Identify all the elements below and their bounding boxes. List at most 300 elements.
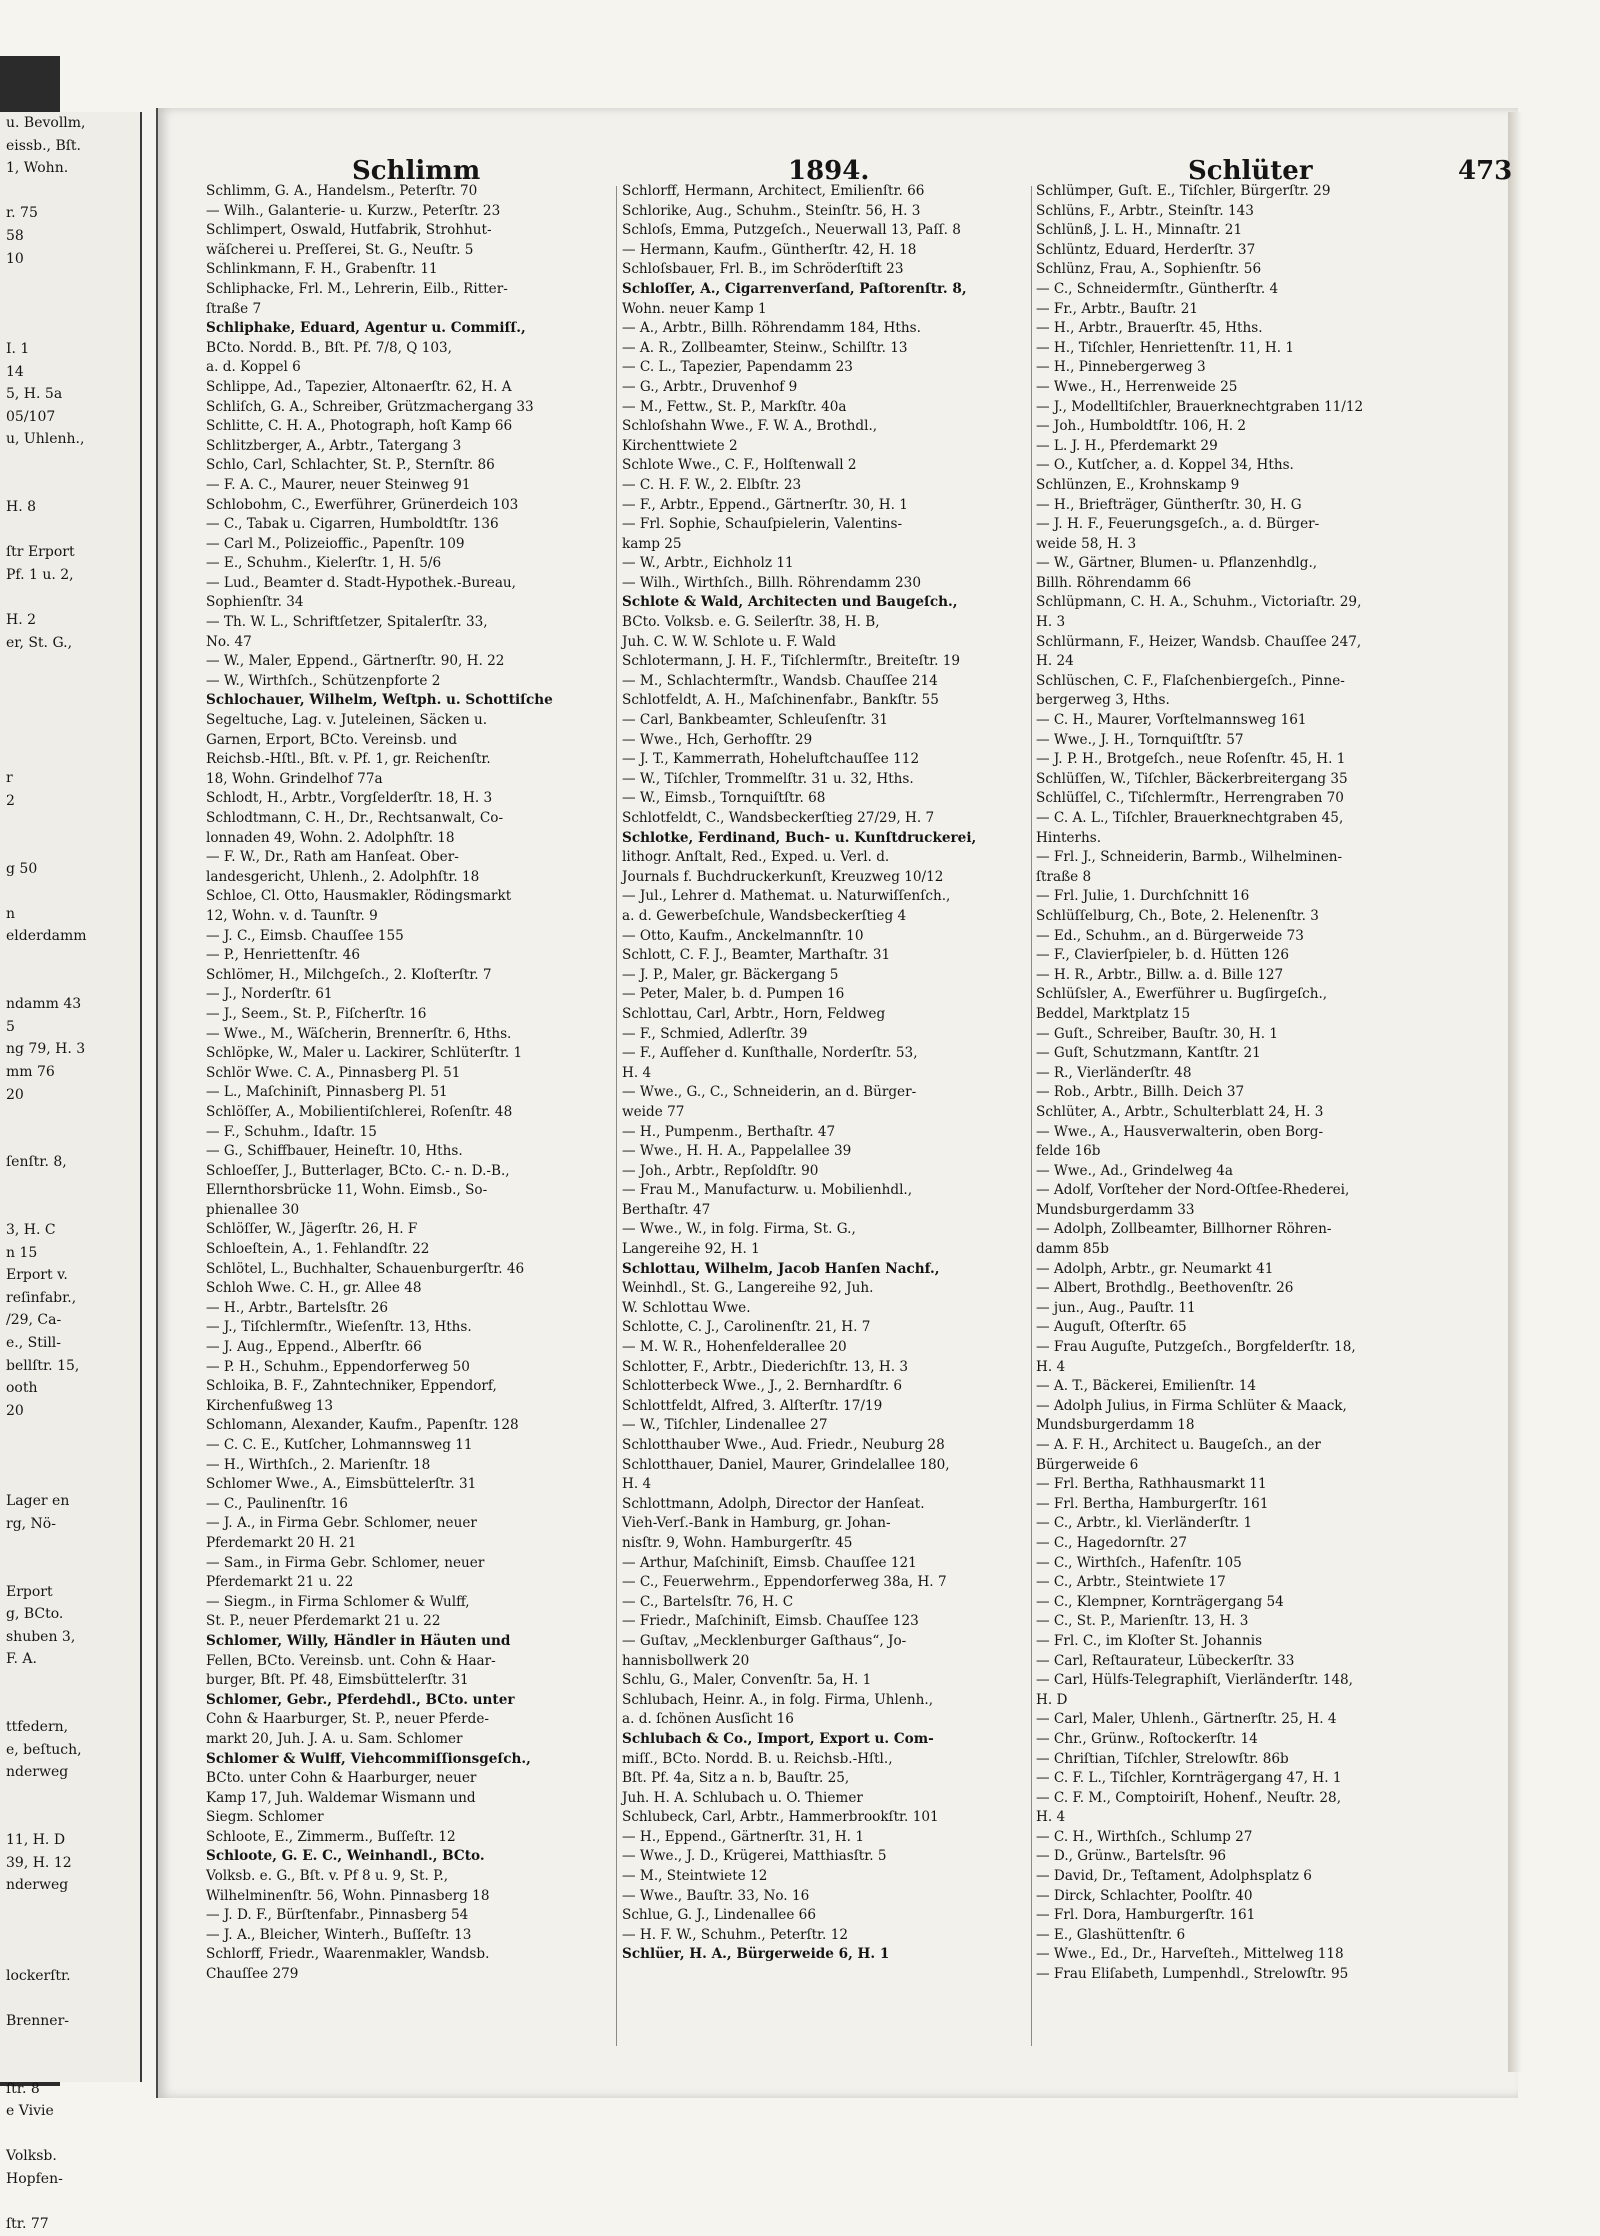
fragment-line: 14 bbox=[6, 363, 24, 380]
directory-column-2 bbox=[622, 182, 1030, 1965]
directory-entry-line: Volksb. e. G., Bſt. v. Pf 8 u. 9, St. P., bbox=[206, 1868, 449, 1885]
fragment-line: ndamm 43 bbox=[6, 996, 82, 1013]
directory-entry-line: — W., Tiſchler, Lindenallee 27 bbox=[622, 1417, 828, 1434]
fragment-line: ſenſtr. 8, bbox=[6, 1154, 67, 1171]
directory-entry-line: — A. T., Bäckerei, Emilienſtr. 14 bbox=[1036, 1378, 1257, 1395]
fragment-line: n 15 bbox=[6, 1244, 38, 1261]
directory-entry-line: a. d. Koppel 6 bbox=[206, 359, 301, 376]
directory-entry-line: — Frau M., Manufacturw. u. Mobilienhdl., bbox=[622, 1182, 913, 1199]
directory-entry-line: — M., Schlachtermſtr., Wandsb. Chauſſee 214 bbox=[622, 672, 938, 689]
directory-entry-line: Schlöſſer, A., Mobilientiſchlerei, Roſenſtr. 48 bbox=[206, 1103, 513, 1120]
directory-entry-line: Schlote Wwe., C. F., Holſtenwall 2 bbox=[622, 457, 857, 474]
directory-entry-line: Berthaſtr. 47 bbox=[622, 1201, 711, 1218]
directory-entry-line: — Albert, Brothdlg., Beethovenſtr. 26 bbox=[1036, 1280, 1294, 1297]
fragment-line: H. 8 bbox=[6, 499, 37, 516]
directory-entry-line: Juh. C. W. W. Schlote u. F. Wald bbox=[622, 633, 836, 650]
directory-entry-line: Schlomer & Wulff, Viehcommiſſionsgeſch., bbox=[206, 1750, 531, 1767]
directory-entry-line: Schlümper, Guſt. E., Tiſchler, Bürgerſtr. 29 bbox=[1036, 183, 1331, 199]
directory-entry-line: a. d. ſchönen Ausſicht 16 bbox=[622, 1711, 794, 1728]
directory-entry-line: — Guſt., Schreiber, Bauſtr. 30, H. 1 bbox=[1036, 1025, 1279, 1042]
directory-entry-line: — Chr., Grünw., Roſtockerſtr. 14 bbox=[1036, 1730, 1258, 1747]
fragment-line: 20 bbox=[6, 1086, 24, 1103]
directory-entry-line: — L. J. H., Pferdemarkt 29 bbox=[1036, 437, 1218, 454]
directory-entry-line: — R., Vierländerſtr. 48 bbox=[1036, 1064, 1192, 1081]
directory-entry-line: — Carl, Hülfs-Telegraphiſt, Vierländerſtr. 148, bbox=[1036, 1672, 1354, 1689]
directory-entry-line: — J., Norderſtr. 61 bbox=[206, 986, 333, 1003]
directory-entry-line: Schlodtmann, C. H., Dr., Rechtsanwalt, Co- bbox=[206, 810, 504, 826]
directory-entry-line: — J. P., Maler, gr. Bäckergang 5 bbox=[622, 966, 839, 983]
directory-entry-line: — H., Pinnebergerweg 3 bbox=[1036, 359, 1206, 376]
directory-entry-line: — Guſtav, „Mecklenburger Gaſthaus“, Jo- bbox=[622, 1632, 907, 1649]
directory-entry-line: Schloe, Cl. Otto, Hausmakler, Rödingsmarkt bbox=[206, 888, 512, 905]
directory-entry-line: — C., Tabak u. Cigarren, Humboldtſtr. 136 bbox=[206, 516, 499, 533]
fragment-line: eissb., Bſt. bbox=[6, 137, 81, 154]
directory-entry-line: Schlöſſer, W., Jägerſtr. 26, H. F bbox=[206, 1221, 418, 1238]
fragment-line: elderdamm bbox=[6, 928, 87, 945]
directory-entry-line: Billh. Röhrendamm 66 bbox=[1036, 574, 1192, 591]
directory-entry-line: — P., Henriettenſtr. 46 bbox=[206, 947, 360, 964]
directory-entry-line: Schloote, E., Zimmerm., Buſſeſtr. 12 bbox=[206, 1828, 456, 1845]
directory-entry-line: Sophienſtr. 34 bbox=[206, 594, 304, 611]
directory-entry-line: Bſt. Pf. 4a, Sitz a n. b, Bauſtr. 25, bbox=[622, 1770, 850, 1787]
directory-entry-line: Schlubeck, Carl, Arbtr., Hammerbrookſtr. 101 bbox=[622, 1809, 939, 1826]
fragment-line: nderweg bbox=[6, 1764, 69, 1781]
directory-entry-line: — H. R., Arbtr., Billw. a. d. Bille 127 bbox=[1036, 966, 1284, 983]
fragment-line bbox=[0, 1920, 140, 1943]
directory-entry-line: Juh. H. A. Schlubach u. O. Thiemer bbox=[622, 1789, 863, 1806]
directory-entry-line: — Wwe., Bauſtr. 33, No. 16 bbox=[622, 1887, 810, 1904]
page-number: 473 bbox=[1458, 156, 1513, 186]
directory-entry-line: Reichsb.-Hſtl., Bſt. v. Pf. 1, gr. Reichenſtr. bbox=[206, 751, 491, 768]
directory-entry-line: Schlotthauber Wwe., Aud. Friedr., Neuburg 28 bbox=[622, 1437, 945, 1453]
directory-entry-line: — Adolph Julius, in Firma Schlüter & Maack, bbox=[1036, 1397, 1347, 1414]
directory-entry-line: Pferdemarkt 21 u. 22 bbox=[206, 1574, 354, 1591]
directory-entry-line: — P. H., Schuhm., Eppendorferweg 50 bbox=[206, 1358, 470, 1375]
directory-entry-line: Schlomer, Gebr., Pferdehdl., BCto. unter bbox=[206, 1691, 515, 1708]
directory-entry-line: Schlue, G. J., Lindenallee 66 bbox=[622, 1907, 816, 1924]
directory-entry-line: Schloika, B. F., Zahntechniker, Eppendorf, bbox=[206, 1378, 497, 1395]
fragment-line: ſtr. 8 bbox=[6, 2080, 40, 2097]
directory-entry-line: weide 77 bbox=[622, 1103, 685, 1120]
fragment-line bbox=[0, 2032, 140, 2055]
fragment-line bbox=[0, 1197, 140, 1220]
directory-entry-line: — J., Seem., St. P., Fiſcherſtr. 16 bbox=[206, 1005, 427, 1022]
directory-entry-line: lonnaden 49, Wohn. 2. Adolphſtr. 18 bbox=[206, 829, 455, 846]
header-year: 1894. bbox=[788, 156, 870, 186]
fragment-line: F. A. bbox=[6, 1651, 37, 1668]
directory-entry-line: — Frl. C., im Kloſter St. Johannis bbox=[1036, 1632, 1263, 1649]
directory-entry-line: Cohn & Haarburger, St. P., neuer Pferde- bbox=[206, 1711, 489, 1728]
directory-entry-line: Schlote & Wald, Architecten und Baugeſch., bbox=[622, 594, 958, 611]
directory-entry-line: — C., Arbtr., Steintwiete 17 bbox=[1036, 1574, 1226, 1591]
directory-entry-line: Schlodt, H., Arbtr., Vorgſelderſtr. 18, H. 3 bbox=[206, 790, 493, 807]
directory-entry-line: Schlottau, Wilhelm, Jacob Hanſen Nachf., bbox=[622, 1260, 940, 1277]
directory-entry-line: Schloh Wwe. C. H., gr. Allee 48 bbox=[206, 1280, 422, 1297]
directory-entry-line: Garnen, Erport, BCto. Vereinsb. und bbox=[206, 731, 458, 748]
directory-entry-line: H. D bbox=[1036, 1691, 1068, 1708]
directory-entry-line: — W., Gärtner, Blumen- u. Pflanzenhdlg., bbox=[1036, 555, 1318, 572]
directory-entry-line: Schlüpmann, C. H. A., Schuhm., Victoriaſtr. 29, bbox=[1036, 594, 1362, 611]
directory-entry-line: Schlitte, C. H. A., Photograph, hoſt Kamp 66 bbox=[206, 418, 513, 435]
directory-entry-line: weide 58, H. 3 bbox=[1036, 535, 1137, 552]
directory-entry-line: — Arthur, Maſchiniſt, Eimsb. Chauſſee 121 bbox=[622, 1554, 917, 1571]
directory-entry-line: — G., Schiffbauer, Heineſtr. 10, Hths. bbox=[206, 1143, 463, 1160]
directory-entry-line: Siegm. Schlomer bbox=[206, 1809, 324, 1826]
directory-entry-line: — H., Wirthſch., 2. Marienſtr. 18 bbox=[206, 1456, 431, 1473]
directory-entry-line: — A. R., Zollbeamter, Steinw., Schilſtr. 13 bbox=[622, 339, 908, 356]
directory-entry-line: — Sam., in Firma Gebr. Schlomer, neuer bbox=[206, 1554, 485, 1571]
fragment-line: reſinfabr., bbox=[6, 1289, 77, 1306]
fragment-line: u. Bevollm, bbox=[6, 115, 86, 131]
directory-entry-line: — Wwe., A., Hausverwalterin, oben Borg- bbox=[1036, 1123, 1324, 1140]
directory-entry-line: — Auguſt, Oſterſtr. 65 bbox=[1036, 1319, 1187, 1336]
directory-entry-line: — A., Arbtr., Billh. Röhrendamm 184, Hths. bbox=[622, 320, 921, 337]
directory-entry-line: Schlott, C. F. J., Beamter, Marthaſtr. 31 bbox=[622, 947, 891, 964]
directory-entry-line: Schlüſſel, C., Tiſchlermſtr., Herrengraben 70 bbox=[1036, 790, 1344, 807]
fragment-line bbox=[0, 722, 140, 745]
directory-entry-line: — Jul., Lehrer d. Mathemat. u. Naturwiſſenſch., bbox=[622, 888, 951, 905]
directory-entry-line: Schlorike, Aug., Schuhm., Steinſtr. 56, H. 3 bbox=[622, 202, 921, 219]
fragment-line: 3, H. C bbox=[6, 1222, 56, 1239]
directory-entry-line: No. 47 bbox=[206, 633, 252, 650]
directory-entry-line: Schlüſsler, A., Ewerführer u. Bugſirgeſch., bbox=[1036, 986, 1328, 1003]
fragment-line: rg, Nö- bbox=[6, 1515, 56, 1532]
directory-entry-line: H. 24 bbox=[1036, 653, 1074, 670]
directory-entry-line: Schlottmann, Adolph, Director der Hanſeat. bbox=[622, 1495, 925, 1512]
directory-entry-line: — J. Aug., Eppend., Alberſtr. 66 bbox=[206, 1339, 422, 1356]
fragment-line bbox=[0, 1106, 140, 1129]
directory-entry-line: markt 20, Juh. J. A. u. Sam. Schlomer bbox=[206, 1730, 463, 1747]
directory-entry-line: — W., Tiſchler, Trommelſtr. 31 u. 32, Hths. bbox=[622, 770, 914, 787]
directory-entry-line: burger, Bſt. Pf. 48, Eimsbüttelerſtr. 31 bbox=[206, 1672, 469, 1689]
fragment-line: 20 bbox=[6, 1402, 24, 1419]
directory-entry-line: Schlobohm, C., Ewerführer, Grünerdeich 103 bbox=[206, 496, 519, 513]
directory-entry-line: Schlitzberger, A., Arbtr., Tatergang 3 bbox=[206, 437, 462, 454]
fragment-line bbox=[0, 293, 140, 316]
directory-entry-line: Schlünzen, E., Krohnskamp 9 bbox=[1036, 476, 1240, 493]
directory-entry-line: — Wilh., Galanterie- u. Kurzw., Peterſtr. 23 bbox=[206, 202, 501, 219]
fragment-line bbox=[0, 586, 140, 609]
directory-entry-line: Schlo, Carl, Schlachter, St. P., Sternſtr. 86 bbox=[206, 457, 495, 474]
directory-entry-line: Kamp 17, Juh. Waldemar Wismann und bbox=[206, 1789, 476, 1806]
directory-entry-line: — Adolph, Arbtr., gr. Neumarkt 41 bbox=[1036, 1260, 1274, 1277]
directory-entry-line: — Joh., Arbtr., Repſoldſtr. 90 bbox=[622, 1162, 819, 1179]
directory-entry-line: — Th. W. L., Schriftſetzer, Spitalerſtr. 33, bbox=[206, 614, 488, 631]
directory-entry-line: H. 3 bbox=[1036, 614, 1066, 631]
directory-entry-line: kamp 25 bbox=[622, 535, 682, 552]
directory-entry-line: — C., Paulinenſtr. 16 bbox=[206, 1495, 348, 1512]
directory-entry-line: — Carl, Maler, Uhlenh., Gärtnerſtr. 25, H. 4 bbox=[1036, 1711, 1337, 1728]
fragment-line: bellſtr. 15, bbox=[6, 1357, 80, 1374]
directory-entry-line: H. 4 bbox=[1036, 1809, 1066, 1826]
fragment-line: 10 bbox=[6, 250, 24, 267]
fragment-line: er, St. G., bbox=[6, 634, 73, 651]
directory-entry-line: — J. C., Eimsb. Chauſſee 155 bbox=[206, 927, 404, 944]
directory-entry-line: — H., Eppend., Gärtnerſtr. 31, H. 1 bbox=[622, 1828, 864, 1845]
directory-entry-line: — Guſt, Schutzmann, Kantſtr. 21 bbox=[1036, 1045, 1261, 1062]
header-left-keyword: Schlimm bbox=[352, 156, 481, 186]
directory-entry-line: Schliphake, Eduard, Agentur u. Commiſſ., bbox=[206, 320, 526, 337]
directory-entry-line: — Joh., Humboldtſtr. 106, H. 2 bbox=[1036, 418, 1247, 435]
directory-entry-line: Schlubach & Co., Import, Export u. Com- bbox=[622, 1730, 934, 1747]
directory-entry-line: — Rob., Arbtr., Billh. Deich 37 bbox=[1036, 1084, 1245, 1101]
fragment-line: e Vivie bbox=[6, 2103, 54, 2120]
page-edge-shadow bbox=[1508, 112, 1522, 2072]
fragment-line bbox=[0, 1987, 140, 2010]
directory-column-3 bbox=[1036, 182, 1476, 1985]
directory-entry-line: Schlüter, A., Arbtr., Schulterblatt 24, H. 3 bbox=[1036, 1103, 1324, 1120]
fragment-line bbox=[0, 745, 140, 768]
directory-entry-line: — Frl. Sophie, Schauſpielerin, Valentins- bbox=[622, 516, 903, 533]
directory-entry-line: Schlotte, C. J., Carolinenſtr. 21, H. 7 bbox=[622, 1319, 871, 1336]
directory-entry-line: bergerweg 3, Hths. bbox=[1036, 692, 1170, 709]
directory-entry-line: Kirchenfußweg 13 bbox=[206, 1397, 334, 1414]
directory-entry-line: Schlöpke, W., Maler u. Lackirer, Schlüterſtr. 1 bbox=[206, 1045, 523, 1062]
directory-entry-line: Schlubach, Heinr. A., in folg. Firma, Uhlenh., bbox=[622, 1691, 934, 1708]
directory-entry-line: hannisbollwerk 20 bbox=[622, 1652, 750, 1669]
directory-entry-line: nisſtr. 9, Wohn. Hamburgerſtr. 45 bbox=[622, 1534, 853, 1551]
directory-entry-line: — Peter, Maler, b. d. Pumpen 16 bbox=[622, 986, 845, 1003]
directory-entry-line: Schlüschen, C. F., Flaſchenbiergeſch., Pinne- bbox=[1036, 672, 1345, 689]
directory-entry-line: — H., Arbtr., Bartelsſtr. 26 bbox=[206, 1299, 389, 1316]
directory-entry-line: — H., Arbtr., Brauerſtr. 45, Hths. bbox=[1036, 320, 1263, 337]
directory-entry-line: Hinterhs. bbox=[1036, 829, 1102, 846]
directory-entry-line: Schlünz, Frau, A., Sophienſtr. 56 bbox=[1036, 261, 1262, 278]
directory-entry-line: — jun., Aug., Pauſtr. 11 bbox=[1036, 1299, 1196, 1316]
directory-entry-line: — Siegm., in Firma Schlomer & Wulff, bbox=[206, 1593, 470, 1610]
fragment-line bbox=[0, 1468, 140, 1491]
directory-entry-line: Schlottfeldt, Alfred, 3. Alſterſtr. 17/19 bbox=[622, 1397, 883, 1414]
directory-entry-line: Langereihe 92, H. 1 bbox=[622, 1241, 760, 1258]
directory-entry-line: Schliſch, G. A., Schreiber, Grützmachergang 33 bbox=[206, 398, 534, 415]
directory-entry-line: Schlömer, H., Milchgeſch., 2. Kloſterſtr. 7 bbox=[206, 966, 492, 983]
directory-entry-line: — C. A. L., Tiſchler, Brauerknechtgraben 45, bbox=[1036, 810, 1344, 826]
fragment-line bbox=[0, 948, 140, 971]
directory-entry-line: — C., St. P., Marienſtr. 13, H. 3 bbox=[1036, 1613, 1249, 1630]
directory-entry-line: — Wwe., Ad., Grindelweg 4a bbox=[1036, 1162, 1234, 1179]
directory-entry-line: Schliphacke, Frl. M., Lehrerin, Eilb., Ritter- bbox=[206, 280, 508, 297]
directory-entry-line: — Wwe., G., C., Schneiderin, an d. Bürger- bbox=[622, 1084, 917, 1101]
directory-entry-line: — C. F. L., Tiſchler, Kornträgergang 47, H. 1 bbox=[1036, 1770, 1342, 1787]
directory-entry-line: Schlüſſen, W., Tiſchler, Bäckerbreitergang 35 bbox=[1036, 770, 1348, 787]
directory-entry-line: BCto. unter Cohn & Haarburger, neuer bbox=[206, 1770, 477, 1787]
directory-entry-line: Mundsburgerdamm 18 bbox=[1036, 1417, 1195, 1434]
directory-entry-line: — M., Steintwiete 12 bbox=[622, 1868, 768, 1885]
column-divider bbox=[1031, 186, 1032, 2046]
directory-entry-line: Schlotthauer, Daniel, Maurer, Grindelallee 180, bbox=[622, 1456, 950, 1473]
directory-entry-line: — L., Maſchiniſt, Pinnasberg Pl. 51 bbox=[206, 1084, 448, 1101]
directory-entry-line: Segeltuche, Lag. v. Juteleinen, Säcken u. bbox=[206, 712, 488, 729]
directory-entry-line: Schlinkmann, F. H., Grabenſtr. 11 bbox=[206, 261, 438, 278]
directory-entry-line: — Frl. Bertha, Rathhausmarkt 11 bbox=[1036, 1476, 1267, 1493]
fragment-line: u, Uhlenh., bbox=[6, 431, 85, 448]
directory-entry-line: — J., Tiſchlermſtr., Wieſenſtr. 13, Hths. bbox=[206, 1319, 472, 1336]
fragment-line bbox=[0, 880, 140, 903]
directory-entry-line: miſſ., BCto. Nordd. B. u. Reichsb.-Hſtl., bbox=[622, 1750, 893, 1767]
directory-entry-line: wäſcherei u. Preſſerei, St. G., Neuſtr. 5 bbox=[206, 241, 474, 258]
directory-entry-line: — J., Modelltiſchler, Brauerknechtgraben 11/12 bbox=[1036, 398, 1364, 415]
directory-entry-line: — E., Schuhm., Kielerſtr. 1, H. 5/6 bbox=[206, 555, 442, 572]
directory-entry-line: Vieh-Verſ.-Bank in Hamburg, gr. Johan- bbox=[622, 1515, 891, 1532]
fragment-line: Lager en bbox=[6, 1493, 70, 1510]
directory-entry-line: Wilhelminenſtr. 56, Wohn. Pinnasberg 18 bbox=[206, 1887, 490, 1904]
directory-entry-line: — F. W., Dr., Rath am Hanſeat. Ober- bbox=[206, 849, 459, 866]
directory-entry-line: Schlürmann, F., Heizer, Wandsb. Chauſſee 247, bbox=[1036, 633, 1362, 650]
directory-entry-line: a. d. Gewerbeſchule, Wandsbeckerſtieg 4 bbox=[622, 907, 907, 924]
fragment-line bbox=[0, 1129, 140, 1152]
fragment-line: mm 76 bbox=[6, 1063, 55, 1080]
fragment-line: ſtr Erport bbox=[6, 544, 75, 561]
fragment-line bbox=[0, 519, 140, 542]
directory-entry-line: — Adolf, Vorſteher der Nord-Oſtſee-Rhederei, bbox=[1036, 1182, 1350, 1199]
fragment-line bbox=[0, 270, 140, 293]
directory-entry-line: Schlomer Wwe., A., Eimsbüttelerſtr. 31 bbox=[206, 1476, 477, 1493]
directory-entry-line: H. 4 bbox=[622, 1064, 652, 1081]
directory-entry-line: Schlomer, Willy, Händler in Häuten und bbox=[206, 1632, 511, 1649]
directory-entry-line: — E., Glashüttenſtr. 6 bbox=[1036, 1926, 1186, 1943]
directory-entry-line: Schlotfeldt, A. H., Maſchinenfabr., Bankſtr. 55 bbox=[622, 692, 939, 709]
directory-entry-line: — A. F. H., Architect u. Baugeſch., an der bbox=[1036, 1437, 1321, 1453]
directory-entry-line: — H., Pumpenm., Berthaſtr. 47 bbox=[622, 1123, 836, 1140]
directory-entry-line: — Ed., Schuhm., an d. Bürgerweide 73 bbox=[1036, 927, 1304, 944]
directory-entry-line: — Carl, Bankbeamter, Schleuſenſtr. 31 bbox=[622, 712, 888, 729]
directory-entry-line: Schlötel, L., Buchhalter, Schauenburgerſtr. 46 bbox=[206, 1260, 525, 1277]
directory-entry-line: Schlotfeldt, C., Wandsbeckerſtieg 27/29, H. 7 bbox=[622, 810, 935, 826]
directory-entry-line: St. P., neuer Pferdemarkt 21 u. 22 bbox=[206, 1613, 441, 1630]
fragment-line: ſtr. 77 bbox=[6, 2216, 49, 2233]
directory-entry-line: — C. H., Maurer, Vorſtelmannsweg 161 bbox=[1036, 712, 1307, 729]
fragment-line: 5, H. 5a bbox=[6, 386, 63, 403]
directory-entry-line: — Friedr., Maſchiniſt, Eimsb. Chauſſee 123 bbox=[622, 1613, 919, 1630]
directory-entry-line: — M., Fettw., St. P., Markſtr. 40a bbox=[622, 398, 847, 415]
directory-entry-line: Schloſsbauer, Frl. B., im Schröderſtift 23 bbox=[622, 261, 904, 278]
directory-entry-line: — C. C. E., Kutſcher, Lohmannsweg 11 bbox=[206, 1437, 473, 1453]
directory-entry-line: Schlüns, F., Arbtr., Steinſtr. 143 bbox=[1036, 202, 1254, 219]
fragment-line: r bbox=[6, 770, 13, 787]
directory-entry-line: W. Schlottau Wwe. bbox=[622, 1299, 751, 1316]
fragment-line bbox=[0, 474, 140, 497]
fragment-line: r. 75 bbox=[6, 205, 38, 222]
fragment-line bbox=[0, 1807, 140, 1830]
fragment-line bbox=[0, 1174, 140, 1197]
directory-entry-line: — C. H. F. W., 2. Elbſtr. 23 bbox=[622, 476, 802, 493]
directory-entry-line: damm 85b bbox=[1036, 1241, 1109, 1258]
directory-entry-line: phienallee 30 bbox=[206, 1201, 300, 1218]
fragment-line bbox=[0, 2123, 140, 2146]
directory-entry-line: — J. P. H., Brotgeſch., neue Roſenſtr. 45, H. 1 bbox=[1036, 751, 1346, 768]
directory-entry-line: — H., Tiſchler, Henriettenſtr. 11, H. 1 bbox=[1036, 339, 1295, 356]
directory-entry-line: Schlimpert, Oswald, Hutfabrik, Strohhut- bbox=[206, 222, 492, 239]
directory-entry-line: Schlüntz, Eduard, Herderſtr. 37 bbox=[1036, 241, 1256, 258]
fragment-line: Erport bbox=[6, 1583, 53, 1600]
fragment-line: 11, H. D bbox=[6, 1832, 66, 1849]
directory-entry-line: Schlüer, H. A., Bürgerweide 6, H. 1 bbox=[622, 1946, 890, 1963]
fragment-line bbox=[0, 1942, 140, 1965]
fragment-line: Pf. 1 u. 2, bbox=[6, 566, 74, 583]
directory-entry-line: Beddel, Marktplatz 15 bbox=[1036, 1005, 1191, 1022]
directory-entry-line: — Hermann, Kaufm., Güntherſtr. 42, H. 18 bbox=[622, 241, 917, 258]
directory-entry-line: — Frl. Bertha, Hamburgerſtr. 161 bbox=[1036, 1495, 1269, 1512]
directory-entry-line: 12, Wohn. v. d. Taunſtr. 9 bbox=[206, 907, 378, 924]
directory-entry-line: — C., Hagedornſtr. 27 bbox=[1036, 1534, 1188, 1551]
directory-entry-line: — D., Grünw., Bartelsſtr. 96 bbox=[1036, 1848, 1227, 1865]
directory-entry-line: BCto. Nordd. B., Bſt. Pf. 7/8, Q 103, bbox=[206, 339, 452, 356]
directory-entry-line: ſtraße 8 bbox=[1036, 868, 1092, 885]
fragment-line: 2 bbox=[6, 792, 15, 809]
directory-entry-line: Schlomann, Alexander, Kaufm., Papenſtr. 128 bbox=[206, 1417, 519, 1434]
fragment-line: ng 79, H. 3 bbox=[6, 1041, 86, 1058]
directory-entry-line: — F., Schuhm., Idaſtr. 15 bbox=[206, 1123, 377, 1140]
directory-entry-line: Schlör Wwe. C. A., Pinnasberg Pl. 51 bbox=[206, 1064, 461, 1081]
directory-entry-line: — Frau Auguſte, Putzgeſch., Borgfelderſtr. 18, bbox=[1036, 1339, 1356, 1356]
directory-entry-line: — C., Wirthſch., Hafenſtr. 105 bbox=[1036, 1554, 1242, 1571]
directory-entry-line: Fellen, BCto. Vereinsb. unt. Cohn & Haar- bbox=[206, 1652, 496, 1669]
fragment-line bbox=[0, 971, 140, 994]
directory-entry-line: Wohn. neuer Kamp 1 bbox=[622, 300, 767, 317]
directory-entry-line: Mundsburgerdamm 33 bbox=[1036, 1201, 1195, 1218]
fragment-line bbox=[0, 654, 140, 677]
fragment-line: H. 2 bbox=[6, 612, 37, 629]
fragment-line: Hopfen- bbox=[6, 2171, 63, 2188]
directory-entry-line: — C. F. M., Comptoiriſt, Hohenf., Neuſtr. 28, bbox=[1036, 1789, 1342, 1806]
directory-entry-line: — Frl. Julie, 1. Durchſchnitt 16 bbox=[1036, 888, 1250, 905]
directory-entry-line: — F., Clavierſpieler, b. d. Hütten 126 bbox=[1036, 947, 1290, 964]
directory-entry-line: Schlochauer, Wilhelm, Weſtph. u. Schottiſche bbox=[206, 692, 553, 709]
fragment-line: shuben 3, bbox=[6, 1628, 76, 1645]
directory-entry-line: — C., Arbtr., kl. Vierländerſtr. 1 bbox=[1036, 1515, 1253, 1532]
directory-entry-line: — Frl. Dora, Hamburgerſtr. 161 bbox=[1036, 1907, 1256, 1924]
directory-entry-line: — C., Schneidermſtr., Güntherſtr. 4 bbox=[1036, 280, 1279, 297]
directory-entry-line: — C., Feuerwehrm., Eppendorferweg 38a, H. 7 bbox=[622, 1574, 947, 1591]
directory-entry-line: — O., Kutſcher, a. d. Koppel 34, Hths. bbox=[1036, 457, 1294, 474]
fragment-line bbox=[0, 1535, 140, 1558]
directory-entry-line: — W., Eimsb., Tornquiſtſtr. 68 bbox=[622, 790, 826, 807]
fragment-line: Volksb. bbox=[6, 2148, 57, 2165]
directory-entry-line: — J. D. F., Bürſtenfabr., Pinnasberg 54 bbox=[206, 1907, 469, 1924]
fragment-line: Brenner- bbox=[6, 2012, 70, 2029]
directory-entry-line: — Otto, Kaufm., Anckelmannſtr. 10 bbox=[622, 927, 864, 944]
fragment-line: lockerſtr. bbox=[6, 1967, 71, 1984]
directory-entry-line: — W., Arbtr., Eichholz 11 bbox=[622, 555, 794, 572]
fragment-line bbox=[0, 1558, 140, 1581]
fragment-line bbox=[0, 451, 140, 474]
directory-entry-line: Weinhdl., St. G., Langereihe 92, Juh. bbox=[622, 1280, 874, 1297]
fragment-line bbox=[0, 835, 140, 858]
directory-entry-line: Schlu, G., Maler, Convenſtr. 5a, H. 1 bbox=[622, 1672, 872, 1689]
directory-entry-line: — Frl. J., Schneiderin, Barmb., Wilhelminen- bbox=[1036, 849, 1343, 866]
directory-entry-line: Schlorff, Hermann, Architect, Emilienſtr. 66 bbox=[622, 183, 925, 199]
fragment-line bbox=[0, 699, 140, 722]
directory-entry-line: — W., Wirthſch., Schützenpforte 2 bbox=[206, 672, 441, 689]
directory-entry-line: — Carl, Reſtaurateur, Lübeckerſtr. 33 bbox=[1036, 1652, 1295, 1669]
directory-entry-line: lithogr. Anſtalt, Red., Exped. u. Verl. d. bbox=[622, 849, 890, 866]
directory-entry-line: — Chriſtian, Tiſchler, Strelowſtr. 86b bbox=[1036, 1750, 1289, 1767]
directory-entry-line: — Wwe., J. H., Tornquiſtſtr. 57 bbox=[1036, 731, 1244, 748]
fragment-line: n bbox=[6, 905, 16, 922]
directory-entry-line: felde 16b bbox=[1036, 1143, 1101, 1160]
directory-entry-line: — Dirck, Schlachter, Poolſtr. 40 bbox=[1036, 1887, 1253, 1904]
directory-entry-line: — G., Arbtr., Druvenhof 9 bbox=[622, 378, 798, 395]
directory-entry-line: Schlüſſelburg, Ch., Bote, 2. Helenenſtr. 3 bbox=[1036, 907, 1319, 924]
directory-entry-line: — W., Maler, Eppend., Gärtnerſtr. 90, H. 22 bbox=[206, 653, 505, 670]
directory-entry-line: — J. A., Bleicher, Winterh., Buſſeſtr. 13 bbox=[206, 1926, 472, 1943]
previous-page-fragment bbox=[0, 112, 142, 2233]
fragment-line bbox=[0, 2055, 140, 2078]
fragment-line bbox=[0, 2191, 140, 2214]
directory-entry-line: Schlünß, J. L. H., Minnaſtr. 21 bbox=[1036, 222, 1243, 239]
directory-entry-line: Schloſshahn Wwe., F. W. A., Brothdl., bbox=[622, 418, 878, 435]
directory-entry-line: — Wwe., H. H. A., Pappelallee 39 bbox=[622, 1143, 852, 1160]
